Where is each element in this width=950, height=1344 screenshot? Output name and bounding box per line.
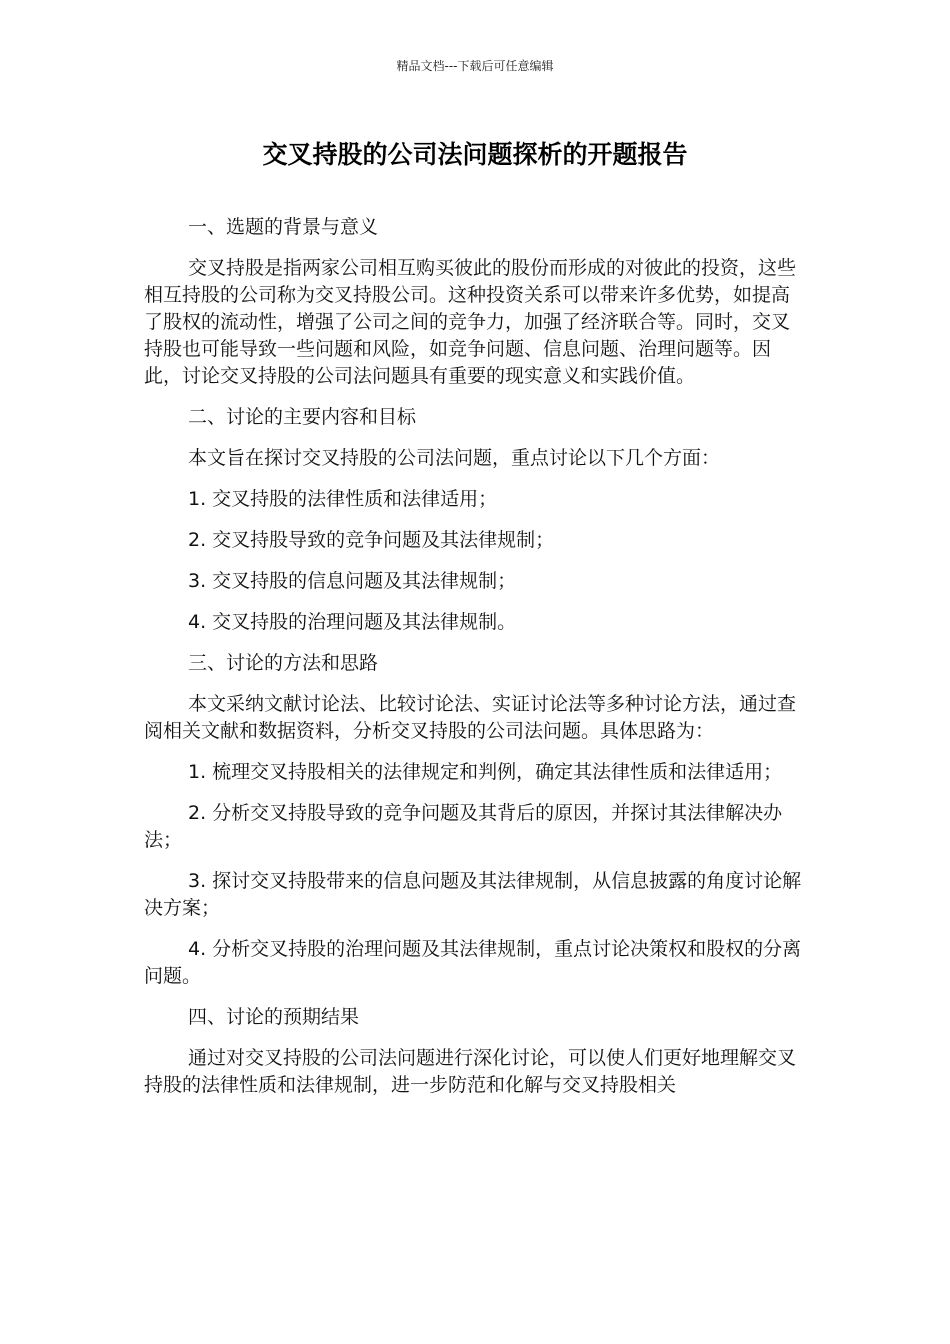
section-heading-4: 四、讨论的预期结果 [188, 1006, 360, 1028]
list-item-approach-2: 2. 分析交叉持股导致的竞争问题及其背后的原因，并探讨其法律解决办法； [144, 802, 783, 851]
list-item-content-1: 1. 交叉持股的法律性质和法律适用； [188, 488, 498, 510]
document-title: 交叉持股的公司法问题探析的开题报告 [262, 140, 688, 169]
list-item-content-4: 4. 交叉持股的治理问题及其法律规制。 [188, 611, 517, 633]
paragraph-objectives: 本文旨在探讨交叉持股的公司法问题，重点讨论以下几个方面： [188, 447, 721, 469]
document-body [144, 214, 804, 1099]
header-note: 精品文档---下载后可任意编辑 [396, 59, 554, 73]
list-item-approach-4: 4. 分析交叉持股的治理问题及其法律规制，重点讨论决策权和股权的分离问题。 [144, 938, 802, 987]
section-heading-1: 一、选题的背景与意义 [188, 216, 379, 238]
list-item-approach-3: 3. 探讨交叉持股带来的信息问题及其法律规制，从信息披露的角度讨论解决方案； [144, 870, 802, 919]
section-heading-3: 三、讨论的方法和思路 [188, 652, 379, 674]
list-item-content-3: 3. 交叉持股的信息问题及其法律规制； [188, 570, 517, 592]
list-item-content-2: 2. 交叉持股导致的竞争问题及其法律规制； [188, 529, 555, 551]
paragraph-methods: 本文采纳文献讨论法、比较讨论法、实证讨论法等多种讨论方法，通过查阅相关文献和数据资料，分析交叉持股的公司法问题。具体思路为： [144, 693, 797, 742]
section-heading-2: 二、讨论的主要内容和目标 [188, 406, 417, 428]
paragraph-background: 交叉持股是指两家公司相互购买彼此的股份而形成的对彼此的投资，这些相互持股的公司称为交叉持股公司。这种投资关系可以带来许多优势，如提高了股权的流动性，增强了公司之间的竞争力，加强了经济联合等。同时，交叉持股也可能导致一些问题和风险，如竞争问题、信息问题、治理问题等。因此，讨论交叉持股的公司法问题具有重要的现实意义和实践价值。 [144, 257, 797, 387]
list-item-approach-1: 1. 梳理交叉持股相关的法律规定和判例，确定其法律性质和法律适用； [188, 761, 783, 783]
paragraph-expected-results: 通过对交叉持股的公司法问题进行深化讨论，可以使人们更好地理解交叉持股的法律性质和法律规制，进一步防范和化解与交叉持股相关 [144, 1047, 797, 1096]
